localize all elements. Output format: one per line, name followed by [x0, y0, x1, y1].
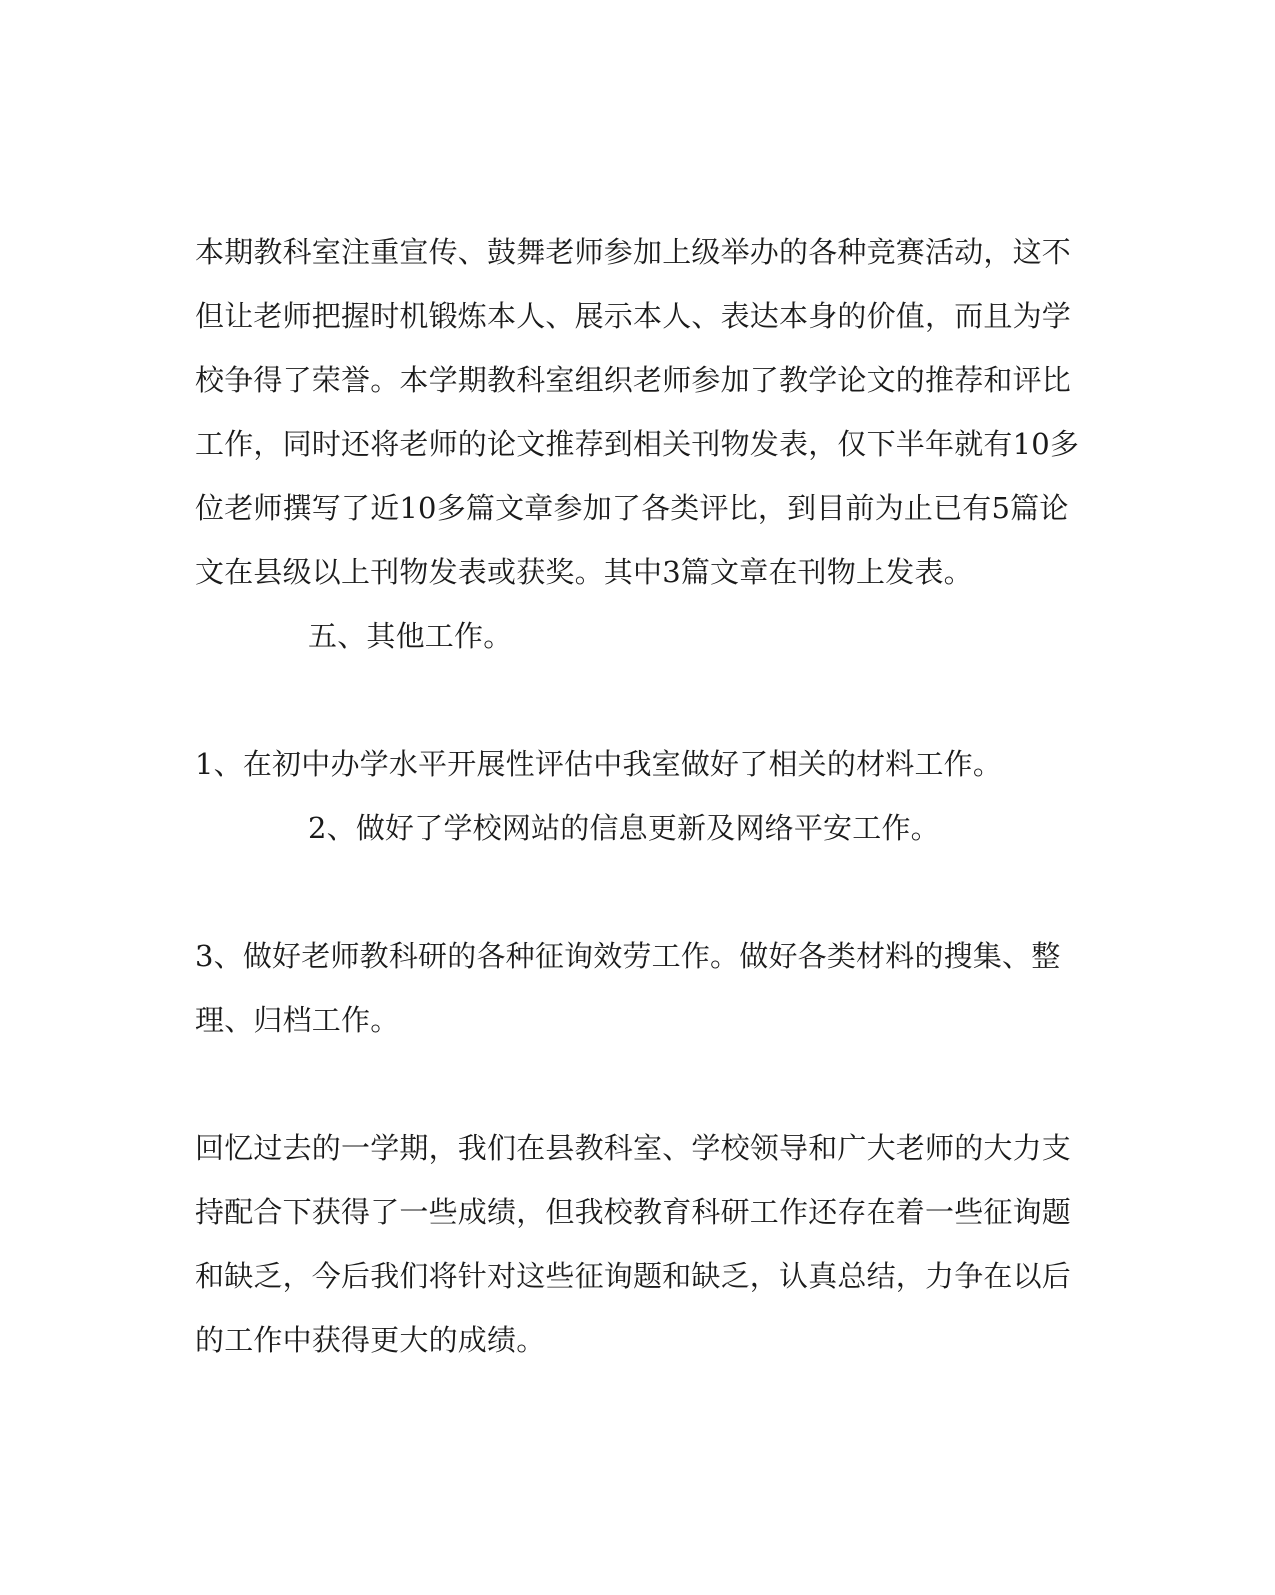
paragraph-line: 但让老师把握时机锻炼本人、展示本人、表达本身的价值，而且为学 — [195, 299, 1072, 333]
list-item: 2、做好了学校网站的信息更新及网络平安工作。 — [308, 811, 940, 845]
paragraph-line: 本期教科室注重宣传、鼓舞老师参加上级举办的各种竞赛活动，这不 — [195, 235, 1072, 269]
paragraph-line: 和缺乏，今后我们将针对这些征询题和缺乏，认真总结，力争在以后 — [195, 1259, 1072, 1293]
list-item-continuation: 理、归档工作。 — [195, 1003, 400, 1037]
list-item: 1、在初中办学水平开展性评估中我室做好了相关的材料工作。 — [195, 747, 1003, 781]
paragraph-line: 回忆过去的一学期，我们在县教科室、学校领导和广大老师的大力支 — [195, 1131, 1072, 1165]
section-heading: 五、其他工作。 — [308, 619, 513, 653]
paragraph-line: 持配合下获得了一些成绩，但我校教育科研工作还存在着一些征询题 — [195, 1195, 1072, 1229]
paragraph-line: 工作，同时还将老师的论文推荐到相关刊物发表，仅下半年就有10多 — [195, 427, 1080, 461]
paragraph-line: 位老师撰写了近10多篇文章参加了各类评比，到目前为止已有5篇论 — [195, 491, 1069, 525]
paragraph-line: 文在县级以上刊物发表或获奖。其中3篇文章在刊物上发表。 — [195, 555, 973, 589]
paragraph-line: 校争得了荣誉。本学期教科室组织老师参加了教学论文的推荐和评比 — [195, 363, 1072, 397]
list-item: 3、做好老师教科研的各种征询效劳工作。做好各类材料的搜集、整 — [195, 939, 1061, 973]
paragraph-line: 的工作中获得更大的成绩。 — [195, 1323, 546, 1357]
